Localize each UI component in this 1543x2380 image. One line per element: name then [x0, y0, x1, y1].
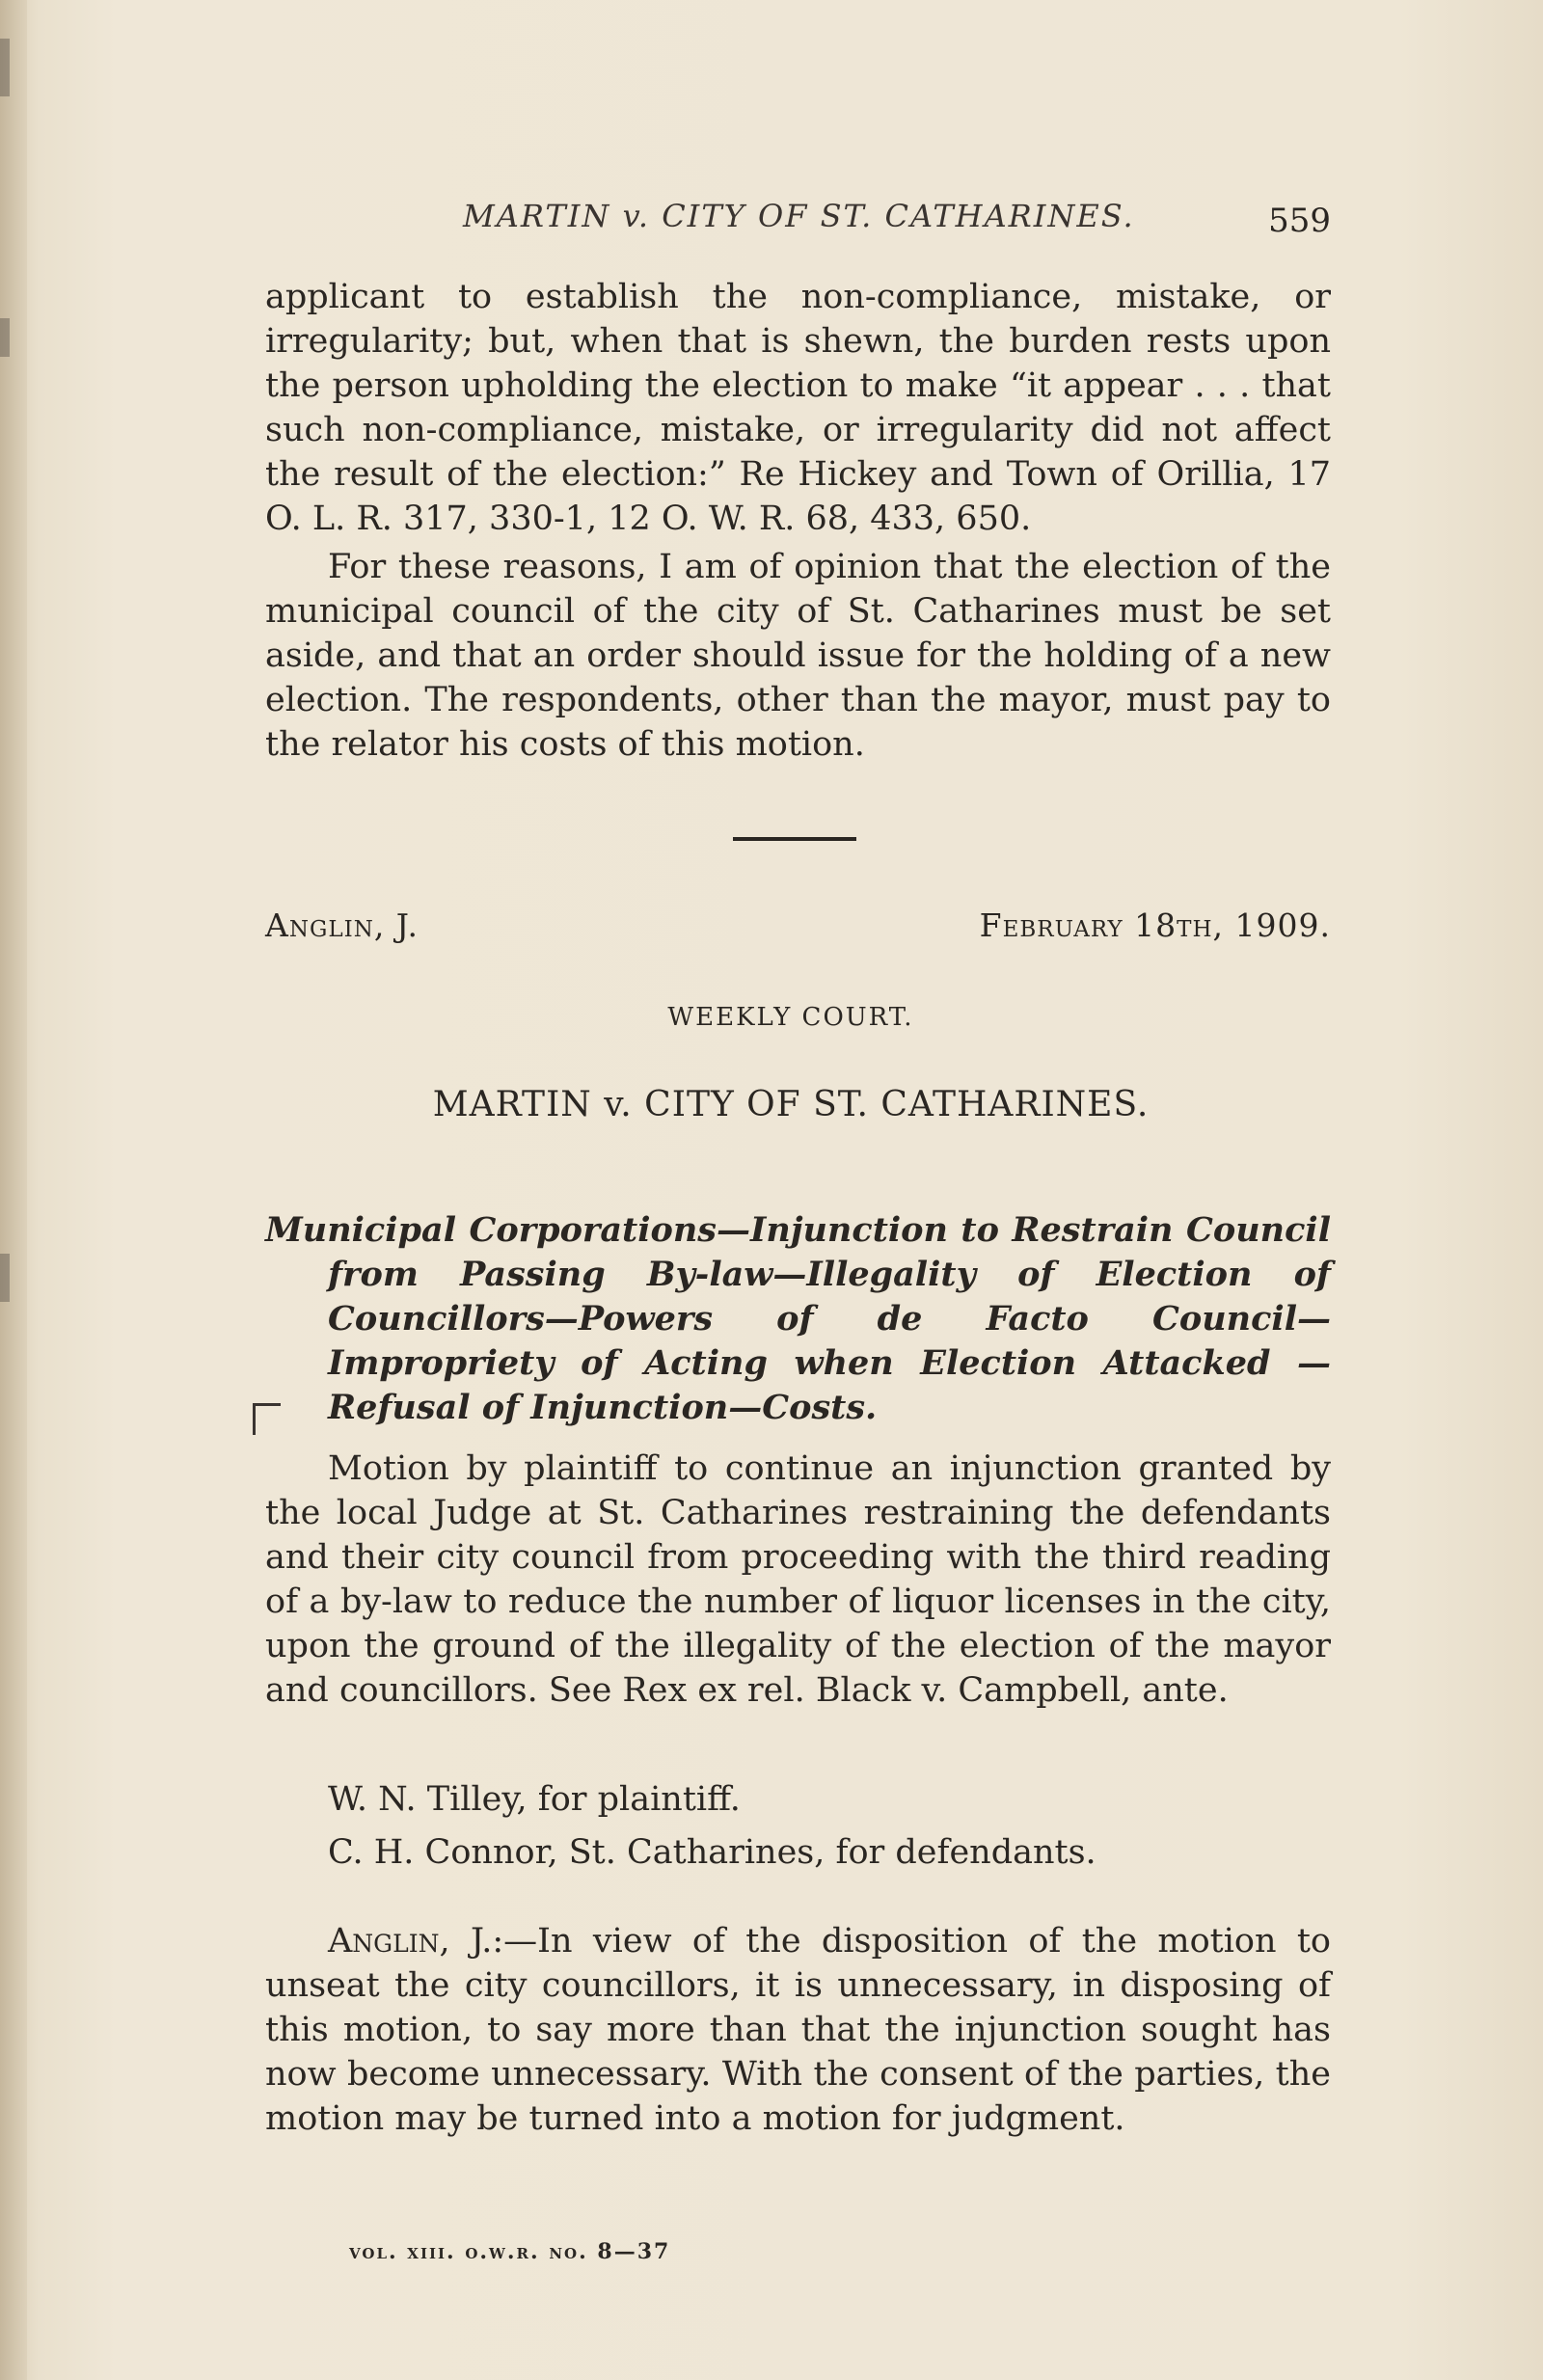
paragraph-text: applicant to establish the non-compliance, mistake, or irregularity; but, when that is shewn, the burden rests upon the person upholding the election to make “it appear . . . that such non-compliance, mistake, or irregularity did not affect the result of the election:” Re Hickey and Town of Orillia, 17 O. L. R. 317, 330-1, 12 O. W. R. 68, 433, 650. — [265, 278, 1331, 538]
continuation-paragraph — [265, 275, 1331, 541]
printer-signature: vol. xiii. o.w.r. no. 8—37 — [349, 2239, 671, 2264]
page-edge-mark — [0, 39, 10, 96]
decision-date: February 18th, 1909. — [979, 906, 1331, 944]
headnote — [265, 1175, 1331, 1464]
judgment-speaker: Anglin, J. — [328, 1922, 493, 1961]
section-divider — [733, 837, 856, 841]
counsel-defendants: C. H. Connor, St. Catharines, for defendants. — [328, 1833, 1096, 1872]
page-edge-mark — [0, 1254, 10, 1302]
paragraph-text: Motion by plaintiff to continue an injunction granted by the local Judge at St. Catharines restraining the defendants and their city council from proceeding with the third reading of a by-law to reduce the number of liquor licenses in the city, upon the ground of the illegality of the election of the mayor and councillors. See Rex ex rel. Black v. Campbell, ante. — [265, 1449, 1331, 1710]
conclusion-paragraph — [265, 545, 1331, 767]
headnote-text: Municipal Corporations—Injunction to Restrain Council from Passing By-law—Illegality of Election of Councillors—Powers of de Facto Council—Impropriety of Acting when Election Attacked — Refusal of Injunction—Costs. — [265, 1210, 1331, 1427]
binding-edge — [0, 0, 27, 2380]
paragraph-text: For these reasons, I am of opinion that the election of the municipal council of the city of St. Catharines must be set aside, and that an order should issue for the holding of a new election. The respondents, other than the mayor, must pay to the relator his costs of this motion. — [265, 548, 1331, 764]
motion-paragraph — [265, 1447, 1331, 1713]
judgment-text — [265, 1919, 1331, 2141]
case-title: MARTIN v. CITY OF ST. CATHARINES. — [432, 1085, 1150, 1124]
judgment-body: :—In view of the disposition of the motion to unseat the city councillors, it is unnecessary, in disposing of this motion, to say more than that the injunction sought has now become unnecessary. With the consent of the parties, the motion may be turned into a motion for judgment. — [265, 1922, 1331, 2138]
counsel-plaintiff: W. N. Tilley, for plaintiff. — [328, 1780, 741, 1819]
page-number: 559 — [1268, 202, 1331, 240]
running-head: MARTIN v. CITY OF ST. CATHARINES. — [463, 198, 1135, 234]
judge-name: Anglin, J. — [265, 906, 419, 944]
page-edge-mark — [0, 318, 10, 357]
court-name: WEEKLY COURT. — [667, 1003, 914, 1032]
marginal-mark-icon — [253, 1403, 281, 1435]
judgment-paragraph — [265, 1919, 1331, 2141]
page-header — [260, 198, 1331, 256]
